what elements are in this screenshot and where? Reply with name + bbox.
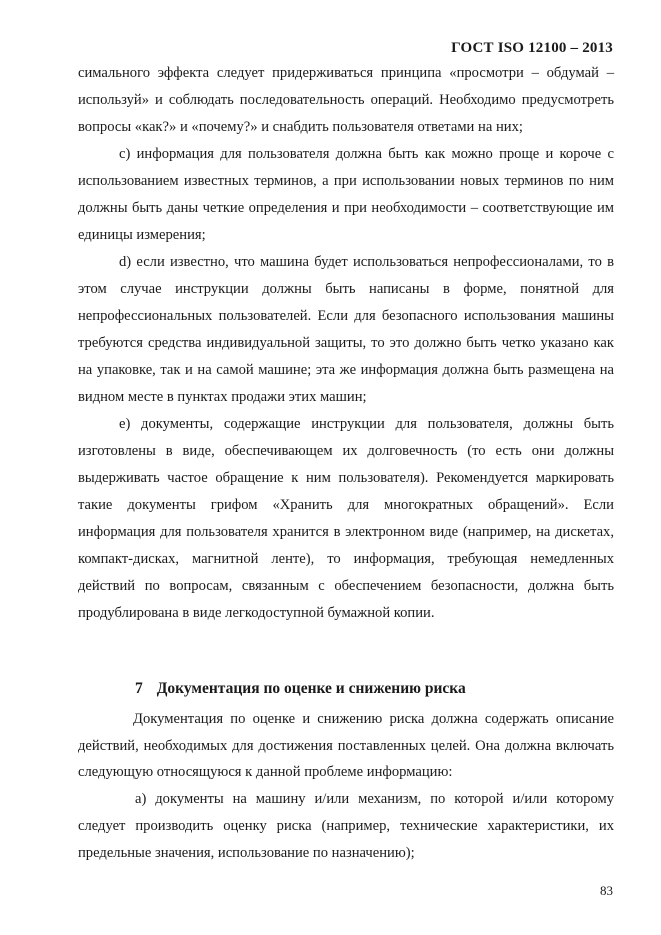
paragraph-continuation: симального эффекта следует придерживаться принципа «просмотри – обдумай – используй» и соблюдать последовательность операций. Необходимо предусмотреть вопросы «как?» и «почему?» и снабдить пользователя ответами на них;	[78, 65, 614, 135]
section-intro: Документация по оценке и снижению риска должна содержать описание действий, необходимых для достижения поставленных целей. Она должна включать следующую относящуюся к данной проблеме информацию:	[78, 711, 614, 781]
main-text	[78, 60, 614, 627]
paragraph-item-e: е) документы, содержащие инструкции для пользователя, должны быть изготовлены в виде, обеспечивающем их долговечность (то есть они должны выдерживать частое обращение к ним пользователя). Рекомендуется маркировать такие документы грифом «Хранить для многократных обращений». Если информация для пользователя хранится в электронном виде (например, на дискетах, компакт-дисках, магнитной ленте), то информация, требующая немедленных действий по вопросам, связанным с обеспечением безопасности, должна быть продублирована в виде легкодоступной бумажной копии.	[78, 416, 614, 621]
section-heading	[78, 676, 614, 702]
paragraph-item-d: d) если известно, что машина будет использоваться непрофессионалами, то в этом случае инструкции должны быть написаны в форме, понятной для непрофессиональных пользователей. Если для безопасного использования машины требуются средства индивидуальной защиты, то это должно быть четко указано как на упаковке, так и на самой машине; эта же информация должна быть размещена на видном месте в пунктах продажи этих машин;	[78, 254, 614, 405]
section-item-a: а) документы на машину и/или механизм, по которой и/или которому следует производить оценку риска (например, технические характеристики, их предельные значения, использование по назначению);	[78, 791, 614, 861]
standard-header: ГОСТ ISO 12100 – 2013	[451, 40, 613, 56]
section-text	[78, 706, 614, 866]
section-number: 7	[135, 680, 143, 697]
page-number: 83	[600, 883, 613, 898]
paragraph-item-c: с) информация для пользователя должна быть как можно проще и короче с использованием известных терминов, а при использовании новых терминов по ним должны быть даны четкие определения и при необходимости – соответствующие им единицы измерения;	[78, 146, 614, 243]
section-title: Документация по оценке и снижению риска	[156, 680, 466, 697]
